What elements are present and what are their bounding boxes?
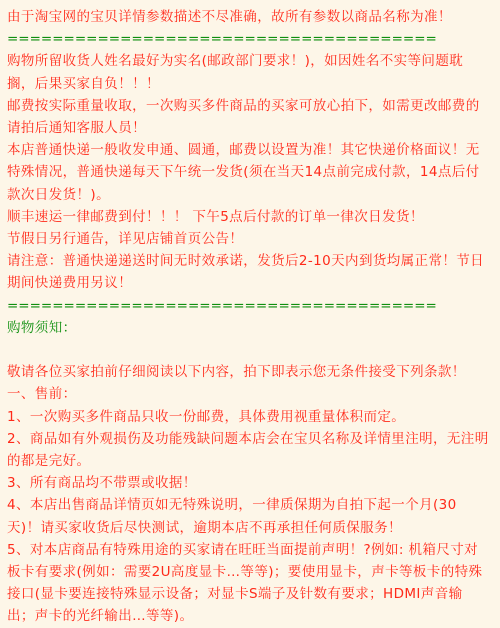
notice-postage: 邮费按实际重量收取，一次购买多件商品的买家可放心拍下，如需更改邮费的请拍后通知客服人员！ — [7, 97, 480, 137]
notice-realname: 购物所留收货人姓名最好为实名(邮政部门要求！)，如因姓名不实等问题耽搁，后果买家自负！！！ — [7, 53, 464, 92]
notice-delivery-time: 请注意：普通快递递送时间无时效承诺，发货后2-10天内到货均属正常！节日期间快递费用另议！ — [7, 253, 485, 292]
presale-item-2: 2、商品如有外观损伤及功能残缺问题本店会在宝贝名称及详情里注明，无注明的都是完好。 — [7, 430, 489, 470]
shopping-notice-heading: 购物须知： — [7, 319, 77, 336]
separator-line: ====================================== — [7, 31, 437, 48]
presale-heading: 一、售前： — [7, 386, 77, 403]
shopping-intro: 敬请各位买家拍前仔细阅读以下内容，拍下即表示您无条件接受下列条款！ — [7, 364, 466, 381]
blank-spacer — [7, 339, 490, 361]
presale-item-5: 5、对本店商品有特殊用途的买家请在旺旺当面提前声明！?例如: 机箱尺寸对板卡有要求(例如：需要2U高度显卡…等等)；要使用显卡，声卡等板卡的特殊接口(显卡要连接特殊显示设备；对显卡S端子及针数有要求；HDMI声音输出；声卡的光纤输出…等等)。 — [7, 541, 483, 625]
notice-express: 本店普通快递一般收发申通、圆通，邮费以设置为准！其它快递价格面议！无特殊情况，普通快递每天下午统一发货(须在当天14点前完成付款，14点后付款次日发货！)。 — [7, 142, 480, 203]
presale-item-3: 3、所有商品均不带票或收据！ — [7, 475, 197, 492]
notice-holiday: 节假日另行通告，详见店铺首页公告！ — [7, 231, 244, 248]
notice-sf-express: 顺丰速运一律邮费到付！！！ 下午5点后付款的订单一律次日发货！ — [7, 208, 424, 225]
notice-line-1: 由于淘宝网的宝贝详情参数描述不尽准确，故所有参数以商品名称为准！ — [7, 9, 452, 25]
presale-item-1: 1、一次购买多件商品只收一份邮费，具体费用视重量体积而定。 — [7, 408, 406, 425]
separator-line-2: ====================================== — [7, 297, 437, 314]
presale-item-4: 4、本店出售商品详情页如无特殊说明，一律质保期为自拍下起一个月(30天)！请买家收货后尽快测试，逾期本店不再承担任何质保服务！ — [7, 497, 457, 536]
